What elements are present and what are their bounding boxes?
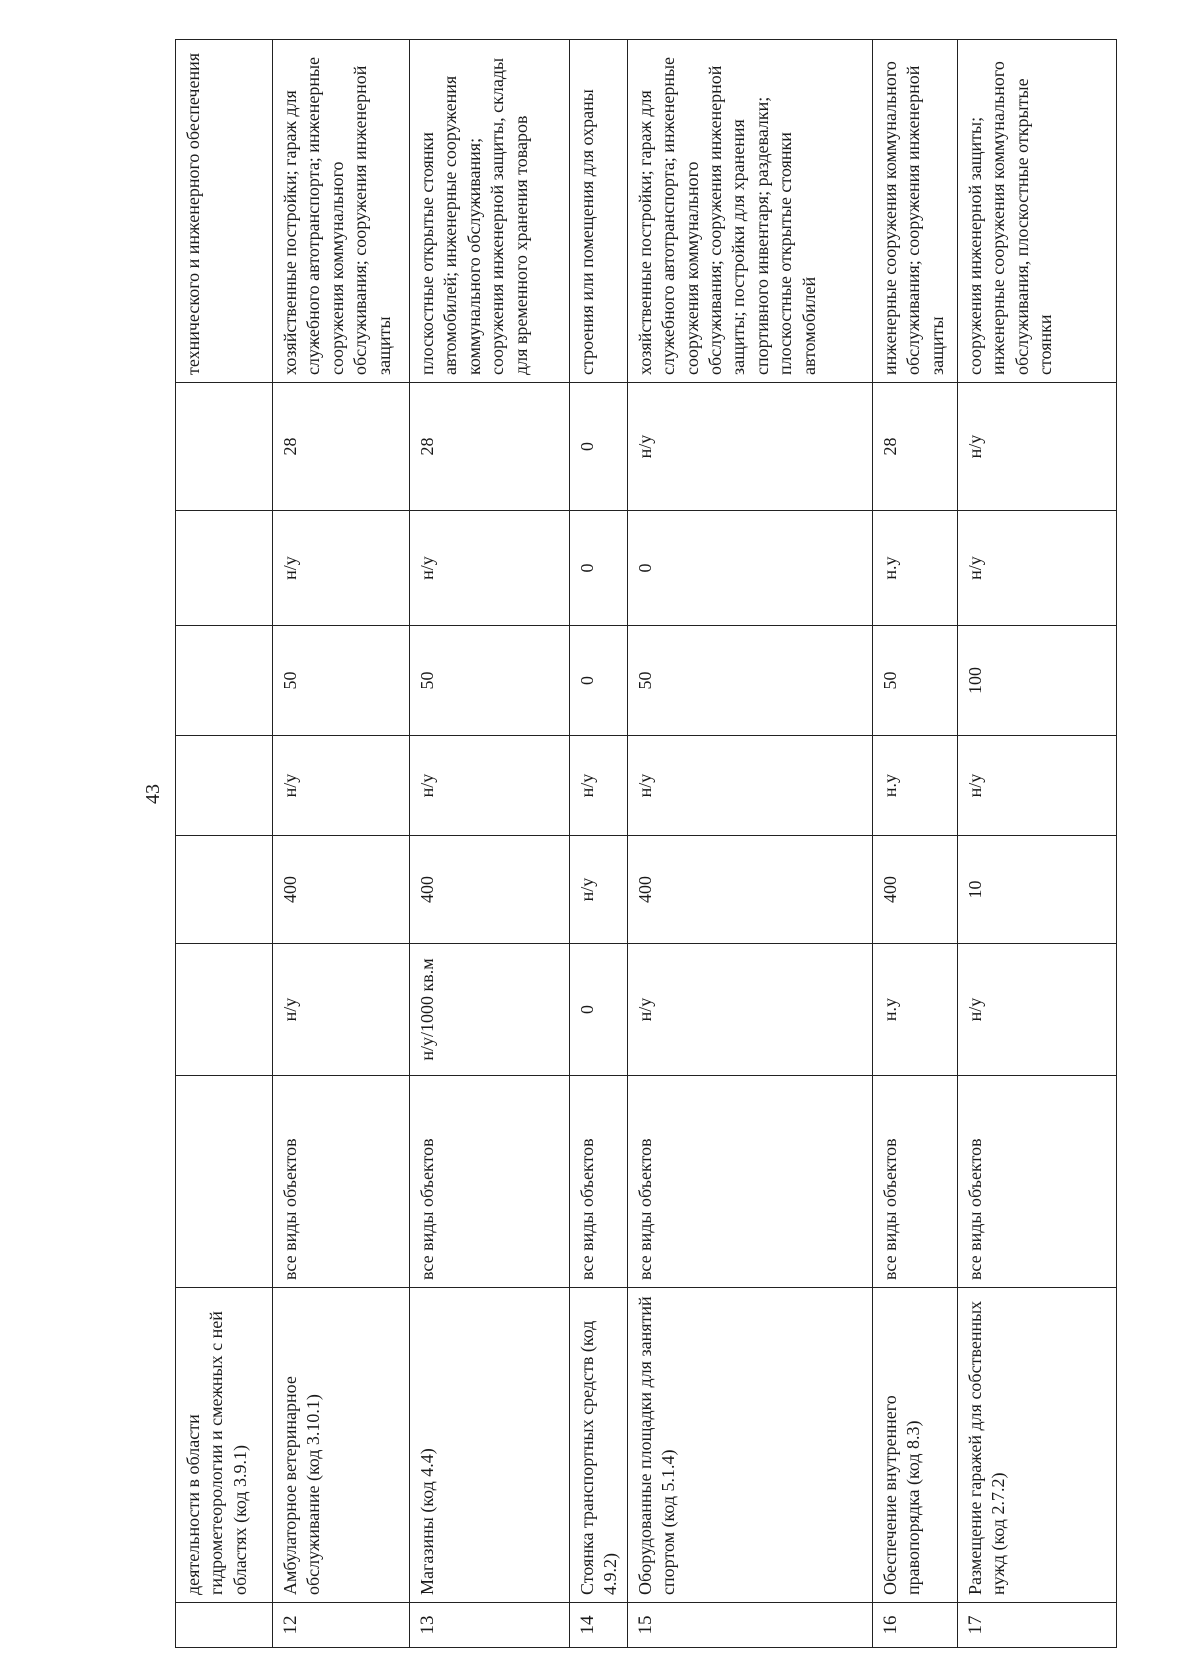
table-row (410, 40, 570, 1648)
auxiliary-uses: инженерные сооружения коммунального обслуживания; сооружения инженерной защиты (872, 40, 957, 383)
param-cell: 50 (273, 626, 410, 736)
land-use-name: Оборудованные площадки для занятий спортом (код 5.1.4) (627, 1288, 872, 1603)
auxiliary-uses: плоскостные открытые стоянки автомобилей; инженерные сооружения коммунального обслуживания; сооружения инженерной защиты, склады для временного хранения товаров (410, 40, 570, 383)
param-cell: н.у (872, 511, 957, 626)
objects-type: все виды объектов (627, 1076, 872, 1288)
param-cell: 50 (410, 626, 570, 736)
table-row (176, 40, 273, 1648)
row-number: 13 (410, 1603, 570, 1648)
param-cell: 0 (627, 511, 872, 626)
param-cell: н/у (273, 736, 410, 836)
land-use-name: Стоянка транспортных средств (код 4.9.2) (570, 1288, 628, 1603)
param-cell: 28 (410, 383, 570, 511)
param-cell: 0 (570, 626, 628, 736)
param-cell (176, 511, 273, 626)
param-cell: 50 (627, 626, 872, 736)
auxiliary-uses: сооружения инженерной защиты; инженерные сооружения коммунального обслуживания, плоскостные открытые стоянки (957, 40, 1116, 383)
param-cell: 400 (410, 836, 570, 944)
param-cell: н/у (957, 736, 1116, 836)
param-cell: н/у (957, 944, 1116, 1076)
param-cell: н/у (273, 944, 410, 1076)
land-use-name: Обеспечение внутреннего правопорядка (код 8.3) (872, 1288, 957, 1603)
param-cell: н/у (627, 736, 872, 836)
table-row (627, 40, 872, 1648)
param-cell: 28 (872, 383, 957, 511)
row-number: 14 (570, 1603, 628, 1648)
param-cell: н/у/1000 кв.м (410, 944, 570, 1076)
row-number: 12 (273, 1603, 410, 1648)
land-use-name: деятельности в области гидрометеорологии и смежных с ней областях (код 3.9.1) (176, 1288, 273, 1603)
row-number (176, 1603, 273, 1648)
param-cell: н.у (872, 944, 957, 1076)
param-cell: 10 (957, 836, 1116, 944)
param-cell: 0 (570, 944, 628, 1076)
param-cell: н/у (957, 383, 1116, 511)
land-use-name: Амбулаторное ветеринарное обслуживание (код 3.10.1) (273, 1288, 410, 1603)
param-cell: 400 (872, 836, 957, 944)
objects-type: все виды объектов (872, 1076, 957, 1288)
row-number: 15 (627, 1603, 872, 1648)
param-cell: 400 (273, 836, 410, 944)
param-cell: 50 (872, 626, 957, 736)
param-cell: н/у (410, 511, 570, 626)
objects-type: все виды объектов (570, 1076, 628, 1288)
land-use-name: Магазины (код 4.4) (410, 1288, 570, 1603)
param-cell: н/у (273, 511, 410, 626)
param-cell: 0 (570, 383, 628, 511)
param-cell: н/у (627, 383, 872, 511)
land-use-name: Размещение гаражей для собственных нужд (код 2.7.2) (957, 1288, 1116, 1603)
regulations-table (175, 39, 1117, 1648)
objects-type: все виды объектов (957, 1076, 1116, 1288)
row-number: 17 (957, 1603, 1116, 1648)
param-cell: н.у (872, 736, 957, 836)
param-cell: н/у (570, 836, 628, 944)
param-cell: 100 (957, 626, 1116, 736)
param-cell: н/у (627, 944, 872, 1076)
row-number: 16 (872, 1603, 957, 1648)
objects-type (176, 1076, 273, 1288)
param-cell: 28 (273, 383, 410, 511)
table-row (570, 40, 628, 1648)
param-cell: 400 (627, 836, 872, 944)
objects-type: все виды объектов (410, 1076, 570, 1288)
param-cell: н/у (410, 736, 570, 836)
page-number: 43 (142, 784, 164, 804)
param-cell: н/у (957, 511, 1116, 626)
rotated-table-container (175, 40, 1115, 1648)
param-cell (176, 836, 273, 944)
param-cell (176, 944, 273, 1076)
param-cell (176, 383, 273, 511)
table-row (872, 40, 957, 1648)
param-cell (176, 736, 273, 836)
auxiliary-uses: хозяйственные постройки; гараж для служебного автотранспорта; инженерные сооружения коммунального обслуживания; сооружения инженерной защиты (273, 40, 410, 383)
objects-type: все виды объектов (273, 1076, 410, 1288)
param-cell (176, 626, 273, 736)
auxiliary-uses: хозяйственные постройки; гараж для служебного автотранспорта; инженерные сооружения коммунального обслуживания; сооружения инженерной защиты; постройки для хранения спортивного инвентаря; раздевалки; плоскостные открытые стоянки автомобилей (627, 40, 872, 383)
auxiliary-uses: строения или помещения для охраны (570, 40, 628, 383)
table-row (273, 40, 410, 1648)
auxiliary-uses: технического и инженерного обеспечения (176, 40, 273, 383)
param-cell: н/у (570, 736, 628, 836)
table-row (957, 40, 1116, 1648)
param-cell: 0 (570, 511, 628, 626)
